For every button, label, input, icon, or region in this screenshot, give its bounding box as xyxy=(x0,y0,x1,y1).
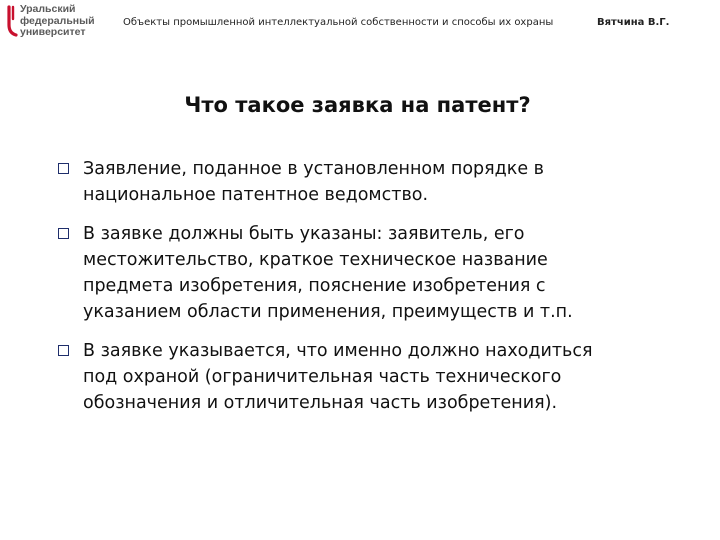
bullet-line: национальное патентное ведомство. xyxy=(83,185,429,205)
bullet-line: Заявление, поданное в установленном порядке в xyxy=(83,159,544,179)
bullet-line: В заявке указывается, что именно должно находиться xyxy=(83,341,593,361)
bullet-line: предмета изобретения, пояснение изобретения с xyxy=(83,276,546,296)
bullet-line: обозначения и отличительная часть изобретения). xyxy=(83,393,558,413)
university-logo xyxy=(7,4,112,40)
logo-line-3: университет xyxy=(20,26,86,38)
logo-line-2: федеральный xyxy=(20,14,95,27)
bullet-item-3 xyxy=(58,338,708,416)
slide-title: Что такое заявка на патент? xyxy=(184,93,531,117)
bullet-line: указанием области применения, преимуществ и т.п. xyxy=(83,302,573,322)
author-name: Вятчина В.Г. xyxy=(597,17,670,28)
logo-line-1: Уральский xyxy=(20,3,76,15)
bullet-text xyxy=(83,156,708,208)
bullet-line: под охраной (ограничительная часть технического xyxy=(83,367,562,387)
bullet-text xyxy=(83,221,708,325)
bullet-list xyxy=(58,156,708,429)
square-bullet-icon xyxy=(58,345,69,356)
course-subject: Объекты промышленной интеллектуальной собственности и способы их охраны xyxy=(123,17,554,28)
bullet-text xyxy=(83,338,708,416)
bullet-item-1 xyxy=(58,156,708,208)
logo-wordmark xyxy=(20,4,95,39)
bullet-line: местожительство, краткое техническое название xyxy=(83,250,548,270)
square-bullet-icon xyxy=(58,163,69,174)
square-bullet-icon xyxy=(58,228,69,239)
urfu-mark-icon xyxy=(7,5,18,39)
bullet-line: В заявке должны быть указаны: заявитель, его xyxy=(83,224,525,244)
bullet-item-2 xyxy=(58,221,708,325)
header-bar xyxy=(0,0,720,44)
